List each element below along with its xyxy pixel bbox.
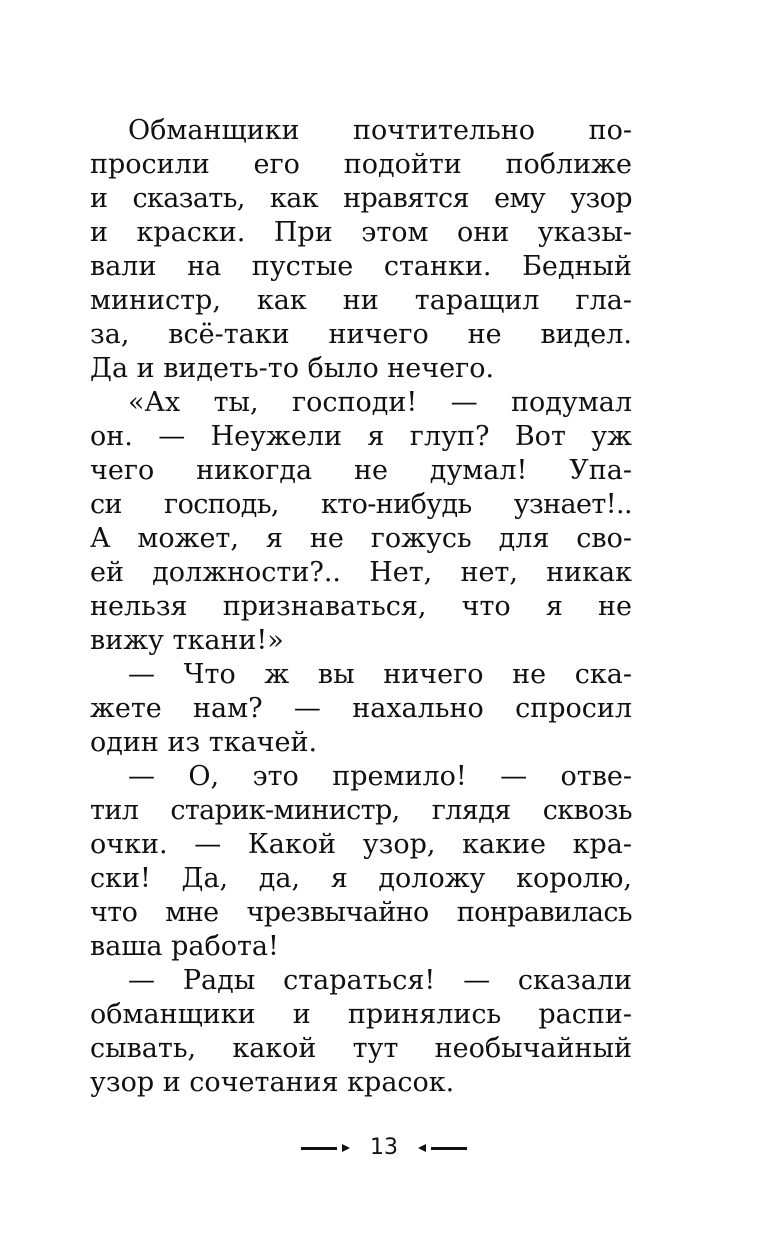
- body-text: [90, 114, 632, 1100]
- text-line: сывать, какой тут необычайный: [90, 1033, 632, 1064]
- text-line: вижу ткани!»: [90, 625, 284, 656]
- right-arrow-icon: [342, 1144, 350, 1152]
- text-line: вали на пустые станки. Бедный: [90, 251, 632, 282]
- text-line: — Что ж вы ничего не ска-: [128, 659, 632, 690]
- text-line: министр, как ни таращил гла-: [90, 285, 632, 316]
- right-rule: [431, 1147, 467, 1150]
- right-ornament: [418, 1144, 467, 1152]
- text-line: узор и сочетания красок.: [90, 1067, 455, 1098]
- text-line: ваша работа!: [90, 931, 279, 962]
- text-line: чего никогда не думал! Упа-: [90, 455, 632, 486]
- text-line: тил старик-министр, глядя сквозь: [90, 795, 632, 826]
- text-line: обманщики и принялись распи-: [90, 999, 632, 1030]
- text-line: ей должности?.. Нет, нет, никак: [90, 557, 632, 588]
- page-number: 13: [370, 1135, 398, 1160]
- text-line: — О, это премило! — отве-: [128, 761, 632, 792]
- text-line: один из ткачей.: [90, 727, 318, 758]
- text-line: за, всё-таки ничего не видел.: [90, 319, 632, 350]
- left-ornament: [301, 1144, 350, 1152]
- text-line: ски! Да, да, я доложу королю,: [90, 863, 632, 894]
- text-line: и сказать, как нравятся ему узор: [90, 183, 632, 214]
- text-line: жете нам? — нахально спросил: [90, 693, 632, 724]
- text-line: «Ах ты, господи! — подумал: [128, 387, 632, 418]
- text-line: Обманщики почтительно по-: [128, 115, 632, 146]
- text-line: очки. — Какой узор, какие кра-: [90, 829, 632, 860]
- text-line: он. — Неужели я глуп? Вот уж: [90, 421, 632, 452]
- text-line: си господь, кто-нибудь узнает!..: [90, 489, 632, 520]
- left-arrow-icon: [418, 1144, 426, 1152]
- text-line: нельзя признаваться, что я не: [90, 591, 632, 622]
- page-footer: [0, 1130, 768, 1166]
- text-line: Да и видеть-то было нечего.: [90, 353, 495, 384]
- text-line: просили его подойти поближе: [90, 149, 632, 180]
- text-line: А может, я не гожусь для сво-: [90, 523, 632, 554]
- left-rule: [301, 1147, 337, 1150]
- text-line: что мне чрезвычайно понравилась: [90, 897, 632, 928]
- text-line: и краски. При этом они указы-: [90, 217, 632, 248]
- text-line: — Рады стараться! — сказали: [128, 965, 632, 996]
